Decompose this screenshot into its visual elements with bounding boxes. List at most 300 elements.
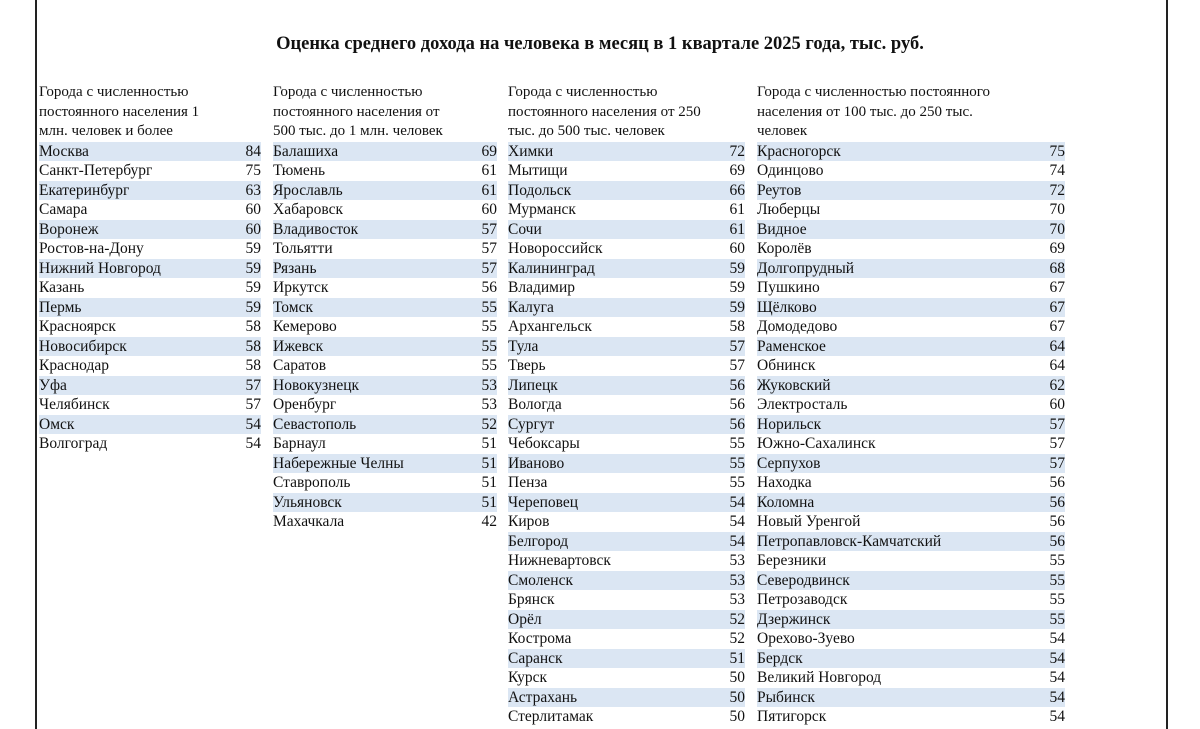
table-row (273, 200, 497, 220)
city-name: Смоленск (508, 571, 574, 589)
income-value: 58 (729, 318, 745, 335)
city-name: Новороссийск (508, 240, 603, 257)
page-title: Оценка среднего дохода на человека в месяц в 1 квартале 2025 года, тыс. руб. (276, 34, 924, 54)
page-border-right (1166, 0, 1168, 729)
city-name: Саранск (508, 649, 563, 667)
city-name: Новокузнецк (273, 376, 360, 394)
income-value: 57 (245, 376, 261, 394)
income-value: 67 (1049, 318, 1065, 335)
income-value: 55 (481, 318, 497, 335)
table-row (757, 395, 1065, 415)
income-value: 57 (1049, 415, 1065, 433)
city-name: Саратов (273, 357, 327, 374)
income-value: 51 (481, 435, 497, 452)
city-name: Одинцово (757, 162, 824, 179)
table-row (508, 220, 745, 240)
city-name: Жуковский (757, 376, 831, 394)
income-value: 51 (481, 454, 497, 472)
income-value: 50 (729, 708, 745, 725)
table-row (757, 415, 1065, 435)
city-name: Оренбург (273, 396, 337, 413)
city-name: Южно-Сахалинск (757, 435, 876, 452)
table-row (39, 200, 261, 220)
column-header-line: тыс. до 500 тыс. человек (508, 123, 665, 139)
city-name: Чебоксары (508, 435, 580, 452)
table-row (273, 415, 497, 435)
table-row (273, 181, 497, 201)
income-value: 57 (729, 337, 745, 355)
income-value: 52 (481, 415, 497, 433)
income-value: 75 (1049, 142, 1065, 160)
table-row (39, 356, 261, 376)
column-header-line: Города с численностью (508, 84, 658, 100)
city-name: Казань (39, 279, 85, 296)
income-value: 58 (245, 337, 261, 355)
column-header-line: человек (757, 123, 808, 139)
city-name: Владимир (508, 279, 575, 296)
income-value: 55 (1049, 552, 1065, 569)
table-row (273, 142, 497, 162)
income-value: 53 (481, 396, 497, 413)
city-name: Челябинск (39, 396, 110, 413)
income-value: 53 (729, 552, 745, 569)
table-row (757, 454, 1065, 474)
table-row (508, 395, 745, 415)
page-border-left (35, 0, 37, 729)
city-name: Барнаул (273, 435, 326, 452)
city-name: Екатеринбург (39, 181, 130, 199)
table-row (508, 493, 745, 513)
city-name: Кострома (508, 630, 572, 647)
column-100k-250k (757, 83, 1065, 727)
city-name: Вологда (508, 396, 562, 413)
city-name: Сургут (508, 415, 555, 433)
table-row (508, 532, 745, 552)
income-value: 51 (481, 493, 497, 511)
city-name: Ростов-на-Дону (39, 240, 144, 257)
table-row (508, 317, 745, 337)
table-row (757, 298, 1065, 318)
income-value: 55 (1049, 610, 1065, 628)
table-row (273, 395, 497, 415)
city-name: Ставрополь (273, 474, 351, 491)
income-value: 55 (1049, 571, 1065, 589)
income-value: 55 (729, 454, 745, 472)
table-row (508, 278, 745, 298)
income-value: 63 (245, 181, 261, 199)
income-value: 53 (481, 376, 497, 394)
table-row (508, 512, 745, 532)
income-value: 57 (481, 259, 497, 277)
city-name: Томск (273, 298, 313, 316)
income-value: 50 (729, 688, 745, 706)
column-header-line: постоянного населения от 250 (508, 103, 701, 120)
table-row (508, 161, 745, 181)
income-value: 69 (481, 142, 497, 160)
city-name: Подольск (508, 181, 572, 199)
table-row (39, 298, 261, 318)
income-value: 67 (1049, 279, 1065, 296)
income-value: 54 (1049, 669, 1065, 686)
city-name: Раменское (757, 337, 826, 355)
income-value: 56 (729, 376, 745, 394)
city-name: Петропавловск-Камчатский (757, 532, 942, 550)
city-name: Обнинск (757, 357, 816, 374)
city-name: Домодедово (757, 318, 838, 335)
city-name: Самара (39, 201, 88, 218)
city-name: Белгород (508, 532, 569, 550)
table-row (757, 239, 1065, 259)
city-name: Находка (757, 474, 812, 491)
income-value: 54 (729, 513, 745, 530)
column-header-line: населения от 100 тыс. до 250 тыс. (757, 103, 973, 120)
table-row (39, 239, 261, 259)
city-name: Рязань (273, 259, 317, 277)
table-row (508, 298, 745, 318)
table-row (508, 142, 745, 162)
income-value: 67 (1049, 298, 1065, 316)
table-row (273, 161, 497, 181)
table-row (757, 668, 1065, 688)
column-header (273, 83, 497, 142)
city-name: Пушкино (757, 279, 820, 296)
column-header (757, 83, 1065, 142)
city-name: Красногорск (757, 142, 841, 160)
table-row (508, 590, 745, 610)
income-value: 74 (1049, 162, 1065, 179)
income-value: 51 (481, 474, 497, 491)
income-value: 70 (1049, 201, 1065, 218)
income-value: 52 (729, 610, 745, 628)
table-row (757, 337, 1065, 357)
income-value: 66 (729, 181, 745, 199)
income-value: 50 (729, 669, 745, 686)
table-row (757, 278, 1065, 298)
city-name: Брянск (508, 591, 555, 608)
income-value: 55 (729, 435, 745, 452)
city-name: Иркутск (273, 279, 329, 296)
table-row (757, 181, 1065, 201)
table-row (39, 395, 261, 415)
income-value: 61 (481, 181, 497, 199)
table-row (39, 337, 261, 357)
city-name: Хабаровск (273, 201, 343, 218)
city-name: Тверь (508, 357, 546, 374)
city-name: Сочи (508, 220, 542, 238)
income-value: 59 (245, 298, 261, 316)
income-value: 72 (729, 142, 745, 160)
income-value: 55 (481, 298, 497, 316)
column-250k-500k (508, 83, 745, 727)
income-value: 54 (1049, 649, 1065, 667)
city-name: Бердск (757, 649, 803, 667)
income-value: 64 (1049, 357, 1065, 374)
table-row (273, 337, 497, 357)
city-name: Балашиха (273, 142, 339, 160)
income-value: 51 (729, 649, 745, 667)
income-value: 53 (729, 571, 745, 589)
income-value: 59 (245, 240, 261, 257)
income-value: 60 (245, 220, 261, 238)
city-name: Ульяновск (273, 493, 342, 511)
table-row (757, 551, 1065, 571)
table-row (757, 707, 1065, 727)
income-value: 57 (1049, 435, 1065, 452)
income-value: 55 (481, 337, 497, 355)
city-name: Мытищи (508, 162, 568, 179)
table-row (757, 532, 1065, 552)
income-value: 60 (481, 201, 497, 218)
city-name: Кемерово (273, 318, 337, 335)
income-value: 64 (1049, 337, 1065, 355)
income-value: 60 (729, 240, 745, 257)
city-name: Великий Новгород (757, 669, 882, 686)
city-name: Норильск (757, 415, 822, 433)
column-header-line: постоянного населения 1 (39, 103, 200, 120)
city-name: Электросталь (757, 396, 848, 413)
city-name: Курск (508, 669, 548, 686)
income-value: 55 (1049, 591, 1065, 608)
income-value: 55 (729, 474, 745, 491)
city-name: Химки (508, 142, 554, 160)
income-value: 61 (729, 201, 745, 218)
table-row (508, 707, 745, 727)
city-name: Тула (508, 337, 539, 355)
city-name: Санкт-Петербург (39, 162, 153, 179)
income-value: 56 (1049, 532, 1065, 550)
city-name: Калуга (508, 298, 554, 316)
table-row (508, 688, 745, 708)
income-value: 59 (729, 259, 745, 277)
table-row (508, 434, 745, 454)
income-value: 53 (729, 591, 745, 608)
city-name: Нижний Новгород (39, 259, 161, 277)
city-name: Реутов (757, 181, 802, 199)
city-name: Москва (39, 142, 89, 160)
table-row (273, 493, 497, 513)
column-header-line: 500 тыс. до 1 млн. человек (273, 123, 443, 139)
table-row (39, 259, 261, 279)
income-value: 84 (245, 142, 261, 160)
income-value: 55 (481, 357, 497, 374)
city-name: Владивосток (273, 220, 359, 238)
income-value: 70 (1049, 220, 1065, 238)
table-row (273, 298, 497, 318)
city-name: Воронеж (39, 220, 99, 238)
table-row (508, 200, 745, 220)
city-name: Дзержинск (757, 610, 831, 628)
table-row (508, 415, 745, 435)
column-header (39, 83, 261, 142)
city-name: Красноярск (39, 318, 116, 335)
city-name: Люберцы (757, 201, 821, 218)
table-row (273, 317, 497, 337)
table-row (39, 415, 261, 435)
table-row (757, 473, 1065, 493)
city-name: Краснодар (39, 357, 109, 374)
income-value: 62 (1049, 376, 1065, 394)
income-value: 57 (481, 220, 497, 238)
city-name: Березники (757, 552, 827, 569)
table-row (39, 142, 261, 162)
city-name: Омск (39, 415, 75, 433)
table-row (757, 493, 1065, 513)
city-name: Мурманск (508, 201, 576, 218)
city-name: Орехово-Зуево (757, 630, 855, 647)
city-name: Тольятти (273, 240, 333, 257)
city-name: Иваново (508, 454, 565, 472)
city-name: Нижневартовск (508, 552, 611, 569)
income-value: 54 (1049, 688, 1065, 706)
table-row (508, 454, 745, 474)
city-name: Махачкала (273, 513, 345, 530)
table-row (757, 220, 1065, 240)
table-row (273, 278, 497, 298)
column-header-line: Города с численностью постоянного (757, 84, 991, 100)
city-name: Стерлитамак (508, 708, 594, 725)
city-name: Архангельск (508, 318, 592, 335)
city-name: Рыбинск (757, 688, 815, 706)
city-name: Коломна (757, 493, 815, 511)
income-value: 56 (1049, 474, 1065, 491)
table-row (273, 454, 497, 474)
income-value: 59 (729, 279, 745, 296)
city-name: Уфа (39, 376, 67, 394)
income-value: 56 (1049, 513, 1065, 530)
table-row (273, 473, 497, 493)
income-value: 60 (1049, 396, 1065, 413)
table-row (508, 376, 745, 396)
city-name: Череповец (508, 493, 579, 511)
table-row (273, 356, 497, 376)
city-name: Новый Уренгой (757, 513, 861, 530)
city-name: Липецк (508, 376, 558, 394)
table-row (39, 181, 261, 201)
table-row (508, 473, 745, 493)
table-row (508, 337, 745, 357)
table-row (273, 239, 497, 259)
income-value: 54 (729, 493, 745, 511)
table-row (757, 610, 1065, 630)
city-name: Калининград (508, 259, 595, 277)
income-value: 54 (1049, 708, 1065, 725)
city-name: Астрахань (508, 688, 578, 706)
table-row (757, 571, 1065, 591)
city-name: Ижевск (273, 337, 324, 355)
income-value: 69 (729, 162, 745, 179)
income-value: 69 (1049, 240, 1065, 257)
table-row (757, 356, 1065, 376)
city-name: Пенза (508, 474, 548, 491)
city-name: Серпухов (757, 454, 821, 472)
income-value: 57 (245, 396, 261, 413)
column-1m-plus (39, 83, 261, 454)
city-name: Видное (757, 220, 807, 238)
table-row (273, 259, 497, 279)
table-row (508, 239, 745, 259)
city-name: Киров (508, 513, 550, 530)
income-value: 56 (729, 396, 745, 413)
table-row (757, 200, 1065, 220)
city-name: Щёлково (757, 298, 817, 316)
table-row (508, 551, 745, 571)
city-name: Севастополь (273, 415, 357, 433)
income-value: 54 (729, 532, 745, 550)
table-row (39, 220, 261, 240)
table-row (508, 571, 745, 591)
income-value: 57 (1049, 454, 1065, 472)
table-row (757, 376, 1065, 396)
income-value: 68 (1049, 259, 1065, 277)
income-value: 57 (729, 357, 745, 374)
city-name: Северодвинск (757, 571, 850, 589)
column-header (508, 83, 745, 142)
table-row (39, 278, 261, 298)
city-name: Петрозаводск (757, 591, 848, 608)
city-name: Долгопрудный (757, 259, 855, 277)
table-row (757, 317, 1065, 337)
table-row (757, 649, 1065, 669)
city-name: Набережные Челны (273, 454, 404, 472)
table-row (508, 649, 745, 669)
city-name: Волгоград (39, 435, 108, 452)
table-row (39, 161, 261, 181)
income-value: 75 (245, 162, 261, 179)
income-value: 57 (481, 240, 497, 257)
table-row (508, 610, 745, 630)
income-value: 72 (1049, 181, 1065, 199)
table-row (273, 512, 497, 532)
income-value: 42 (481, 513, 497, 530)
income-value: 60 (245, 201, 261, 218)
city-name: Орёл (508, 610, 542, 628)
income-value: 56 (729, 415, 745, 433)
income-value: 61 (481, 162, 497, 179)
table-row (757, 161, 1065, 181)
table-row (508, 181, 745, 201)
income-value: 58 (245, 318, 261, 335)
income-value: 56 (1049, 493, 1065, 511)
table-row (273, 220, 497, 240)
table-row (273, 376, 497, 396)
table-row (757, 512, 1065, 532)
table-row (39, 317, 261, 337)
income-value: 56 (481, 279, 497, 296)
table-row (39, 434, 261, 454)
city-name: Новосибирск (39, 337, 127, 355)
table-row (39, 376, 261, 396)
table-row (508, 356, 745, 376)
city-name: Пермь (39, 298, 82, 316)
table-row (757, 590, 1065, 610)
table-row (757, 629, 1065, 649)
income-value: 59 (245, 259, 261, 277)
income-value: 54 (1049, 630, 1065, 647)
table-row (273, 434, 497, 454)
income-value: 54 (245, 435, 261, 452)
income-value: 52 (729, 630, 745, 647)
table-row (757, 434, 1065, 454)
table-row (508, 629, 745, 649)
table-row (757, 259, 1065, 279)
table-row (757, 142, 1065, 162)
column-header-line: млн. человек и более (39, 123, 173, 139)
city-name: Ярославль (273, 181, 343, 199)
table-row (508, 668, 745, 688)
column-header-line: Города с численностью (273, 84, 423, 100)
income-value: 58 (245, 357, 261, 374)
income-value: 61 (729, 220, 745, 238)
